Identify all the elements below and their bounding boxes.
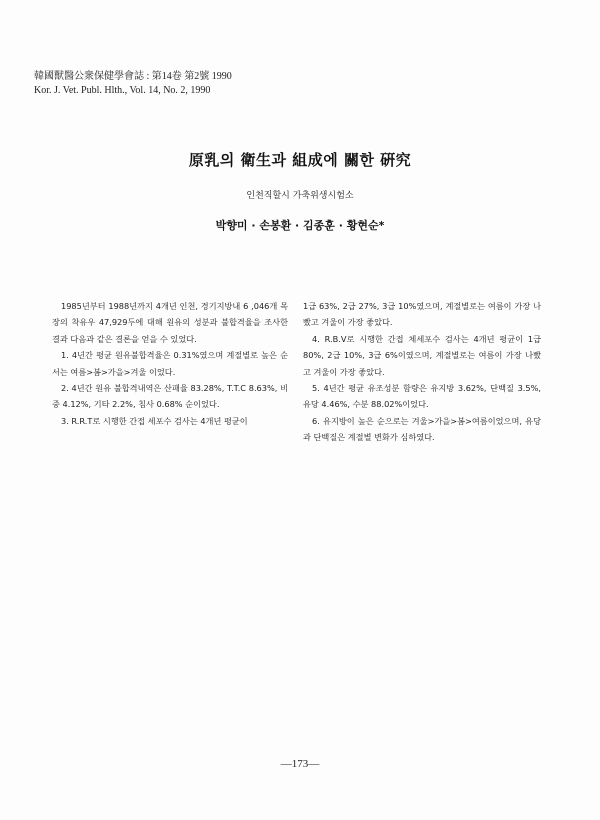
journal-header [34,70,232,98]
journal-header-english: Kor. J. Vet. Publ. Hlth., Vol. 14, No. 2, 1990 [34,85,211,96]
abstract-right-column [303,298,541,446]
abstract-paragraph: 1985년부터 1988년까지 4개년 인천, 경기지방내 6 ,046개 목장의 착유우 47,929두에 대해 원유의 성분과 불합격율을 조사한 결과 다음과 같은 결론을 얻을 수 있었다. [52,301,288,344]
abstract-paragraph: 1급 63%, 2급 27%, 3급 10%였으며, 계절별로는 여름이 가장 나빴고 겨울이 가장 좋았다. [303,301,541,328]
page-number: —173— [280,758,320,770]
abstract-paragraph: 3. R.R.T로 시행한 간접 세포수 검사는 4개년 평균이 [61,415,248,426]
journal-header-korean: 韓國獸醫公衆保健學會誌 : 第14卷 第2號 1990 [34,71,232,82]
paper-title: 原乳의 衛生과 組成에 關한 硏究 [188,151,412,169]
abstract-paragraph: 6. 유지방이 높은 순으로는 겨울>가을>봄>여름이었으며, 유당과 단백질은 계절별 변화가 심하였다. [303,415,541,443]
abstract-paragraph: 1. 4년간 평균 원유불합격율은 0.31%였으며 계절별로 높은 순서는 여름>봄>가을>겨울 이었다. [52,350,288,377]
abstract-left-column [52,298,288,429]
abstract-paragraph: 4. R.B.V로 시행한 간접 체세포수 검사는 4개년 평균이 1급 80%, 2급 10%, 3급 6%이였으며, 계절별로는 여름이 가장 나빴고 겨울이 가장 좋았다. [303,333,541,377]
abstract-paragraph: 5. 4년간 평균 유조성분 함량은 유지방 3.62%, 단백질 3.5%, 유당 4.46%, 수분 88.02%이었다. [303,383,541,410]
abstract-paragraph: 2. 4년간 원유 불합격내역은 산패율 83.28%, T.T.C 8.63%, 비중 4.12%, 기타 2.2%, 침사 0.68% 순이었다. [52,383,288,410]
affiliation: 인천직할시 가축위생시험소 [246,191,354,201]
authors: 박향미 · 손봉환 · 김종훈 · 황현순* [215,219,385,232]
